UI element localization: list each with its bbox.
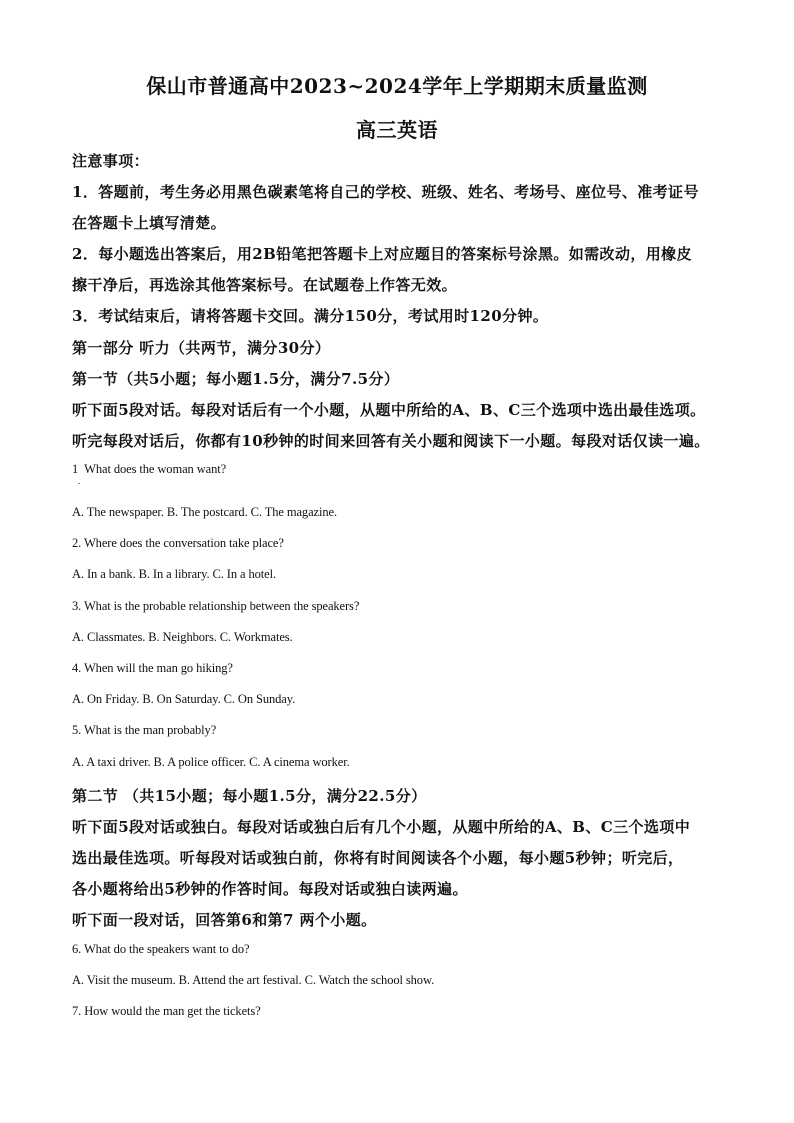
exam-title: 保山市普通高中2023~2024学年上学期期末质量监测	[146, 74, 648, 98]
notice-item-1-line-1: 1．答题前，考生务必用黑色碳素笔将自己的学校、班级、姓名、考场号、座位号、准考证号	[72, 183, 699, 201]
question-6-options: A. Visit the museum. B. Attend the art festival. C. Watch the school show.	[72, 973, 435, 987]
section2-heading: 第二节 （共15小题；每小题1.5分，满分22.5分）	[72, 787, 427, 805]
question-2-options: A. In a bank. B. In a library. C. In a hotel.	[72, 567, 277, 581]
question-4-options: A. On Friday. B. On Saturday. C. On Sunday.	[72, 692, 296, 706]
notice-item-1-line-2: 在答题卡上填写清楚。	[72, 214, 227, 232]
question-4: 4. When will the man go hiking?	[72, 661, 233, 675]
question-3: 3. What is the probable relationship between the speakers?	[72, 599, 360, 613]
notice-item-3: 3．考试结束后，请将答题卡交回。满分150分，考试用时120分钟。	[72, 307, 549, 325]
section1-instruction-line-2: 听完每段对话后，你都有10秒钟的时间来回答有关小题和阅读下一小题。每段对话仅读一遍。	[72, 432, 710, 450]
question-2: 2. Where does the conversation take place?	[72, 536, 284, 550]
section2-instruction-line-3: 各小题将给出5秒钟的作答时间。每段对话或独白读两遍。	[72, 880, 468, 898]
dialog-intro: 听下面一段对话，回答第6和第7 两个小题。	[72, 911, 377, 929]
question-1-dot: .	[78, 476, 81, 486]
notice-item-2-line-2: 擦干净后，再选涂其他答案标号。在试题卷上作答无效。	[72, 276, 458, 294]
section2-instruction-line-2: 选出最佳选项。听每段对话或独白前，你将有时间阅读各个小题，每小题5秒钟；听完后，	[72, 849, 684, 867]
question-1-number: 1	[72, 462, 79, 476]
exam-subtitle: 高三英语	[356, 118, 438, 142]
question-5-options: A. A taxi driver. B. A police officer. C. A cinema worker.	[72, 755, 350, 769]
notice-item-2-line-1: 2．每小题选出答案后，用2B铅笔把答题卡上对应题目的答案标号涂黑。如需改动，用橡皮	[72, 245, 692, 263]
part1-heading: 第一部分 听力（共两节，满分30分）	[72, 339, 331, 357]
question-6: 6. What do the speakers want to do?	[72, 942, 250, 956]
section2-instruction-line-1: 听下面5段对话或独白。每段对话或独白后有几个小题，从题中所给的A、B、C三个选项中	[72, 818, 691, 836]
section1-heading: 第一节（共5小题；每小题1.5分，满分7.5分）	[72, 370, 400, 388]
notice-heading: 注意事项：	[72, 152, 150, 170]
question-5: 5. What is the man probably?	[72, 723, 217, 737]
section1-instruction-line-1: 听下面5段对话。每段对话后有一个小题，从题中所给的A、B、C三个选项中选出最佳选项。	[72, 401, 706, 419]
question-1-text: What does the woman want?	[84, 462, 227, 476]
question-1	[72, 462, 722, 477]
question-7: 7. How would the man get the tickets?	[72, 1004, 261, 1018]
question-3-options: A. Classmates. B. Neighbors. C. Workmates.	[72, 630, 293, 644]
question-1-options: A. The newspaper. B. The postcard. C. The magazine.	[72, 505, 337, 519]
